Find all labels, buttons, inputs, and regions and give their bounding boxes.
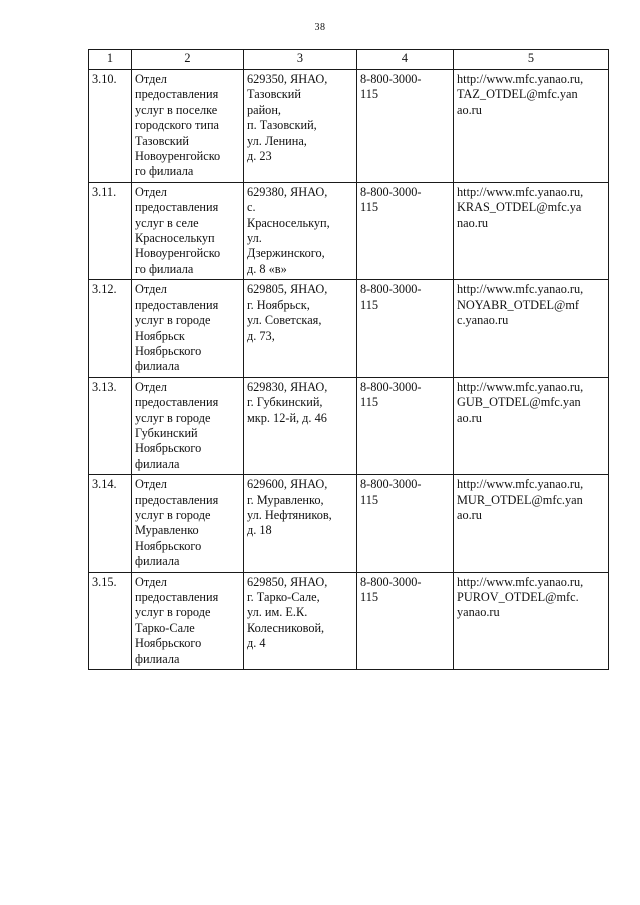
office-name-cell <box>132 280 244 377</box>
phone-cell <box>357 280 454 377</box>
cell-text-line: ул. Нефтяников, <box>247 507 332 522</box>
table-body <box>89 70 609 670</box>
table-row <box>89 475 609 572</box>
cell-text-line: филиала <box>135 359 180 374</box>
cell-text-line: Губкинский <box>135 425 198 440</box>
cell-text-line: Отдел <box>135 477 167 492</box>
column-header-3: 3 <box>244 50 357 70</box>
column-header-5: 5 <box>454 50 609 70</box>
cell-text-line: городского типа <box>135 118 219 133</box>
cell-text-line: п. Тазовский, <box>247 118 317 133</box>
cell-text-line: филиала <box>135 456 180 471</box>
cell-text-line: ул. им. Е.К. <box>247 605 308 620</box>
cell-text-line: услуг в городе <box>135 410 211 425</box>
cell-text-line: ao.ru <box>457 410 482 425</box>
cell-text-line: д. 23 <box>247 149 272 164</box>
cell-text-line: Ноябрьск <box>135 328 185 343</box>
cell-text-line: мкр. 12-й, д. 46 <box>247 410 327 425</box>
cell-text-line: ул. Ленина, <box>247 133 307 148</box>
cell-text-line: филиала <box>135 651 180 666</box>
cell-text-line: http://www.mfc.yanao.ru, <box>457 184 584 199</box>
cell-text-line: Ноябрьского <box>135 441 202 456</box>
cell-text-line: 629600, ЯНАО, <box>247 477 328 492</box>
table-row <box>89 182 609 279</box>
phone-cell <box>357 377 454 474</box>
cell-text-line: Тарко-Сале <box>135 620 195 635</box>
cell-text-line: 8-800-3000- <box>360 574 422 589</box>
cell-text-line: д. 73, <box>247 328 275 343</box>
table-row <box>89 572 609 669</box>
cell-text-line: TAZ_OTDEL@mfc.yan <box>457 87 578 102</box>
cell-text-line: http://www.mfc.yanao.ru, <box>457 477 584 492</box>
cell-text-line: Красноселькуп, <box>247 215 330 230</box>
cell-text-line: го филиала <box>135 164 194 179</box>
cell-text-line: предоставления <box>135 87 219 102</box>
cell-text-line: 115 <box>360 395 378 410</box>
cell-text-line: д. 18 <box>247 523 272 538</box>
cell-text-line: Тазовский <box>135 133 189 148</box>
cell-text-line: Ноябрьского <box>135 343 202 358</box>
phone-cell <box>357 475 454 572</box>
cell-text-line: 629830, ЯНАО, <box>247 379 328 394</box>
address-cell <box>244 475 357 572</box>
cell-text-line: 629350, ЯНАО, <box>247 72 328 86</box>
cell-text-line: 8-800-3000- <box>360 477 422 492</box>
row-number-cell: 3.14. <box>89 475 132 572</box>
cell-text-line: Отдел <box>135 184 167 199</box>
cell-text-line: Отдел <box>135 72 167 86</box>
office-name-cell <box>132 182 244 279</box>
cell-text-line: 8-800-3000- <box>360 72 422 86</box>
cell-text-line: Тазовский <box>247 87 301 102</box>
cell-text-line: 629805, ЯНАО, <box>247 282 328 297</box>
cell-text-line: 8-800-3000- <box>360 379 422 394</box>
cell-text-line: Отдел <box>135 282 167 297</box>
cell-text-line: 115 <box>360 492 378 507</box>
cell-text-line: го филиала <box>135 261 194 276</box>
cell-text-line: д. 4 <box>247 636 266 651</box>
cell-text-line: Ноябрьского <box>135 636 202 651</box>
cell-text-line: услуг в городе <box>135 507 211 522</box>
cell-text-line: http://www.mfc.yanao.ru, <box>457 574 584 589</box>
cell-text-line: Отдел <box>135 574 167 589</box>
phone-cell <box>357 70 454 183</box>
cell-text-line: 629380, ЯНАО, <box>247 184 328 199</box>
cell-text-line: предоставления <box>135 590 219 604</box>
address-cell <box>244 182 357 279</box>
cell-text-line: предоставления <box>135 492 219 507</box>
address-cell <box>244 377 357 474</box>
cell-text-line: 8-800-3000- <box>360 282 422 297</box>
cell-text-line: с. <box>247 200 256 215</box>
row-number-cell: 3.15. <box>89 572 132 669</box>
phone-cell <box>357 572 454 669</box>
cell-text-line: д. 8 «в» <box>247 261 287 276</box>
cell-text-line: услуг в городе <box>135 605 211 620</box>
page-number: 38 <box>314 22 326 33</box>
cell-text-line: ao.ru <box>457 507 482 522</box>
cell-text-line: 629850, ЯНАО, <box>247 574 328 589</box>
row-number-cell: 3.13. <box>89 377 132 474</box>
cell-text-line: г. Губкинский, <box>247 395 323 410</box>
cell-text-line: KRAS_OTDEL@mfc.ya <box>457 200 582 215</box>
address-cell <box>244 572 357 669</box>
cell-text-line: 115 <box>360 87 378 102</box>
mfc-offices-table <box>88 49 609 670</box>
website-email-cell <box>454 572 609 669</box>
cell-text-line: услуг в городе <box>135 313 211 328</box>
cell-text-line: MUR_OTDEL@mfc.yan <box>457 492 583 507</box>
cell-text-line: предоставления <box>135 395 219 410</box>
row-number-cell: 3.11. <box>89 182 132 279</box>
cell-text-line: Красноселькуп <box>135 231 215 246</box>
row-number-cell: 3.10. <box>89 70 132 183</box>
cell-text-line: услуг в селе <box>135 215 199 230</box>
table-row <box>89 377 609 474</box>
cell-text-line: г. Муравленко, <box>247 492 324 507</box>
cell-text-line: услуг в поселке <box>135 102 218 117</box>
cell-text-line: Новоуренгойско <box>135 149 221 164</box>
table-header-row <box>89 50 609 70</box>
cell-text-line: yanao.ru <box>457 605 500 620</box>
cell-text-line: район, <box>247 102 281 117</box>
row-number-cell: 3.12. <box>89 280 132 377</box>
cell-text-line: Дзержинского, <box>247 246 325 261</box>
cell-text-line: Муравленко <box>135 523 199 538</box>
cell-text-line: Колесниковой, <box>247 620 325 635</box>
cell-text-line: PUROV_OTDEL@mfc. <box>457 590 579 604</box>
cell-text-line: 115 <box>360 297 378 312</box>
cell-text-line: ул. Советская, <box>247 313 322 328</box>
office-name-cell <box>132 475 244 572</box>
office-name-cell <box>132 377 244 474</box>
office-name-cell <box>132 572 244 669</box>
cell-text-line: предоставления <box>135 297 219 312</box>
cell-text-line: Ноябрьского <box>135 538 202 553</box>
website-email-cell <box>454 377 609 474</box>
office-name-cell <box>132 70 244 183</box>
website-email-cell <box>454 70 609 183</box>
cell-text-line: http://www.mfc.yanao.ru, <box>457 72 584 86</box>
column-header-1: 1 <box>89 50 132 70</box>
cell-text-line: 8-800-3000- <box>360 184 422 199</box>
website-email-cell <box>454 182 609 279</box>
cell-text-line: 115 <box>360 590 378 604</box>
cell-text-line: 115 <box>360 200 378 215</box>
cell-text-line: GUB_OTDEL@mfc.yan <box>457 395 581 410</box>
cell-text-line: г. Ноябрьск, <box>247 297 310 312</box>
cell-text-line: c.yanao.ru <box>457 313 509 328</box>
phone-cell <box>357 182 454 279</box>
address-cell <box>244 280 357 377</box>
cell-text-line: Новоуренгойско <box>135 246 221 261</box>
table-row <box>89 280 609 377</box>
cell-text-line: предоставления <box>135 200 219 215</box>
cell-text-line: nao.ru <box>457 215 489 230</box>
cell-text-line: Отдел <box>135 379 167 394</box>
table-row <box>89 70 609 183</box>
column-header-2: 2 <box>132 50 244 70</box>
cell-text-line: ул. <box>247 231 262 246</box>
cell-text-line: http://www.mfc.yanao.ru, <box>457 379 584 394</box>
cell-text-line: ao.ru <box>457 102 482 117</box>
address-cell <box>244 70 357 183</box>
cell-text-line: г. Тарко-Сале, <box>247 590 320 604</box>
cell-text-line: http://www.mfc.yanao.ru, <box>457 282 584 297</box>
website-email-cell <box>454 475 609 572</box>
column-header-4: 4 <box>357 50 454 70</box>
website-email-cell <box>454 280 609 377</box>
cell-text-line: филиала <box>135 554 180 569</box>
cell-text-line: NOYABR_OTDEL@mf <box>457 297 579 312</box>
